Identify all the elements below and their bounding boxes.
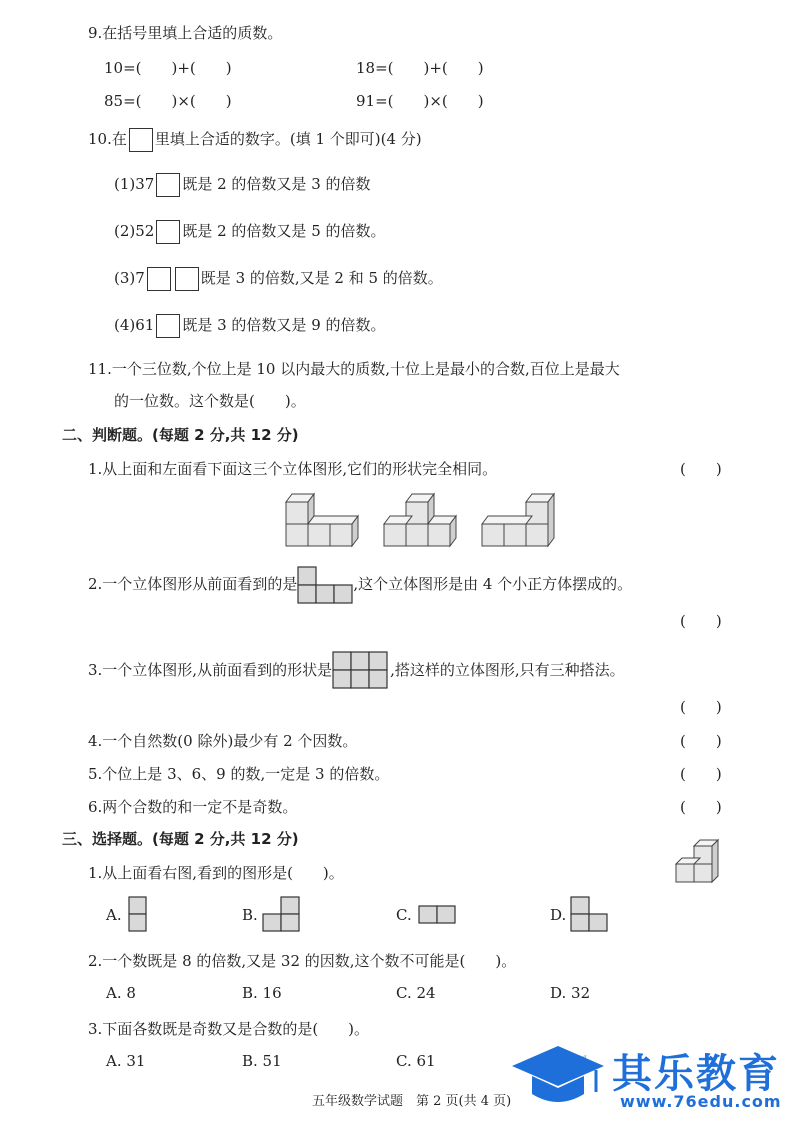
q10-item-3: (3)7 既是 3 的倍数,又是 2 和 5 的倍数。 — [114, 267, 443, 291]
q9-row2-left: 85=( )×( ) — [104, 92, 232, 110]
q9-row1-right: 18=( )+( ) — [356, 59, 484, 77]
q1-option-b[interactable]: B. — [242, 906, 258, 924]
q10-item-1: (1)37 既是 2 的倍数又是 3 的倍数 — [114, 173, 371, 197]
q3-option-a[interactable]: A. 31 — [106, 1052, 146, 1070]
judge-item-4: 4.一个自然数(0 除外)最少有 2 个因数。 — [88, 732, 358, 750]
judge-paren-4[interactable]: ( ) — [680, 732, 722, 750]
q11-line2: 的一位数。这个数是( )。 — [114, 392, 306, 410]
q9-row2-right: 91=( )×( ) — [356, 92, 484, 110]
q9-title: 9.在括号里填上合适的质数。 — [88, 24, 283, 42]
judge-item-5: 5.个位上是 3、6、9 的数,一定是 3 的倍数。 — [88, 765, 390, 783]
option-b-shape-icon — [262, 896, 302, 936]
cube-figure-2-icon — [380, 490, 460, 546]
choice-q2: 2.一个数既是 8 的倍数,又是 32 的因数,这个数不可能是( )。 — [88, 952, 517, 970]
logo-url: www.76edu.com — [620, 1092, 782, 1111]
choice-q3: 3.下面各数既是奇数又是合数的是( )。 — [88, 1020, 370, 1038]
q1-option-a[interactable]: A. — [106, 906, 122, 924]
judge-paren-6[interactable]: ( ) — [680, 798, 722, 816]
page-footer: 五年级数学试题 第 2 页(共 4 页) — [312, 1094, 512, 1109]
q2-option-b[interactable]: B. 16 — [242, 984, 282, 1002]
q1-option-d[interactable]: D. — [550, 906, 567, 924]
judge-item-6: 6.两个合数的和一定不是奇数。 — [88, 798, 298, 816]
q1-option-c[interactable]: C. — [396, 906, 412, 924]
option-a-shape-icon — [128, 896, 148, 936]
answer-box[interactable] — [156, 220, 180, 244]
front-view-l-shape-icon — [297, 566, 353, 604]
choice-q1: 1.从上面看右图,看到的图形是( )。 — [88, 864, 344, 882]
judge-paren-5[interactable]: ( ) — [680, 765, 722, 783]
answer-box[interactable] — [147, 267, 171, 291]
judge-paren-3[interactable]: ( ) — [680, 698, 722, 716]
q10-item-2: (2)52 既是 2 的倍数又是 5 的倍数。 — [114, 220, 386, 244]
q9-row1-left: 10=( )+( ) — [104, 59, 232, 77]
section-2-title: 二、判断题。(每题 2 分,共 12 分) — [62, 426, 299, 444]
answer-box[interactable] — [156, 173, 180, 197]
q2-option-c[interactable]: C. 24 — [396, 984, 436, 1002]
judge-item-3: 3.一个立体图形,从前面看到的形状是 ,搭这样的立体图形,只有三种搭法。 — [88, 651, 625, 691]
answer-box[interactable] — [175, 267, 199, 291]
graduation-cap-icon — [508, 1040, 608, 1116]
answer-box-icon — [129, 128, 153, 152]
judge-item-2: 2.一个立体图形从前面看到的是 ,这个立体图形是由 4 个小正方体摆成的。 — [88, 566, 632, 604]
answer-box[interactable] — [156, 314, 180, 338]
option-c-shape-icon — [418, 905, 458, 925]
q3-option-c[interactable]: C. 61 — [396, 1052, 436, 1070]
q3-option-b[interactable]: B. 51 — [242, 1052, 282, 1070]
section-3-title: 三、选择题。(每题 2 分,共 12 分) — [62, 830, 299, 848]
judge-paren-2[interactable]: ( ) — [680, 612, 722, 630]
q2-option-a[interactable]: A. 8 — [106, 984, 136, 1002]
watermark-logo — [508, 1040, 788, 1116]
judge-item-1: 1.从上面和左面看下面这三个立体图形,它们的形状完全相同。 — [88, 460, 498, 478]
option-d-shape-icon — [570, 896, 612, 936]
judge-paren-1[interactable]: ( ) — [680, 460, 722, 478]
q11-line1: 11.一个三位数,个位上是 10 以内最大的质数,十位上是最小的合数,百位上是最大 — [88, 360, 620, 378]
q10-item-4: (4)61 既是 3 的倍数又是 9 的倍数。 — [114, 314, 386, 338]
front-view-2x3-grid-icon — [332, 651, 390, 691]
q10-title: 10.在 里填上合适的数字。(填 1 个即可)(4 分) — [88, 128, 422, 152]
cube-figure-3-icon — [478, 490, 558, 546]
q2-option-d[interactable]: D. 32 — [550, 984, 591, 1002]
cube-figure-1-icon — [280, 490, 360, 546]
logo-name: 其乐教育 — [612, 1051, 780, 1097]
stacked-cubes-icon — [668, 838, 724, 888]
